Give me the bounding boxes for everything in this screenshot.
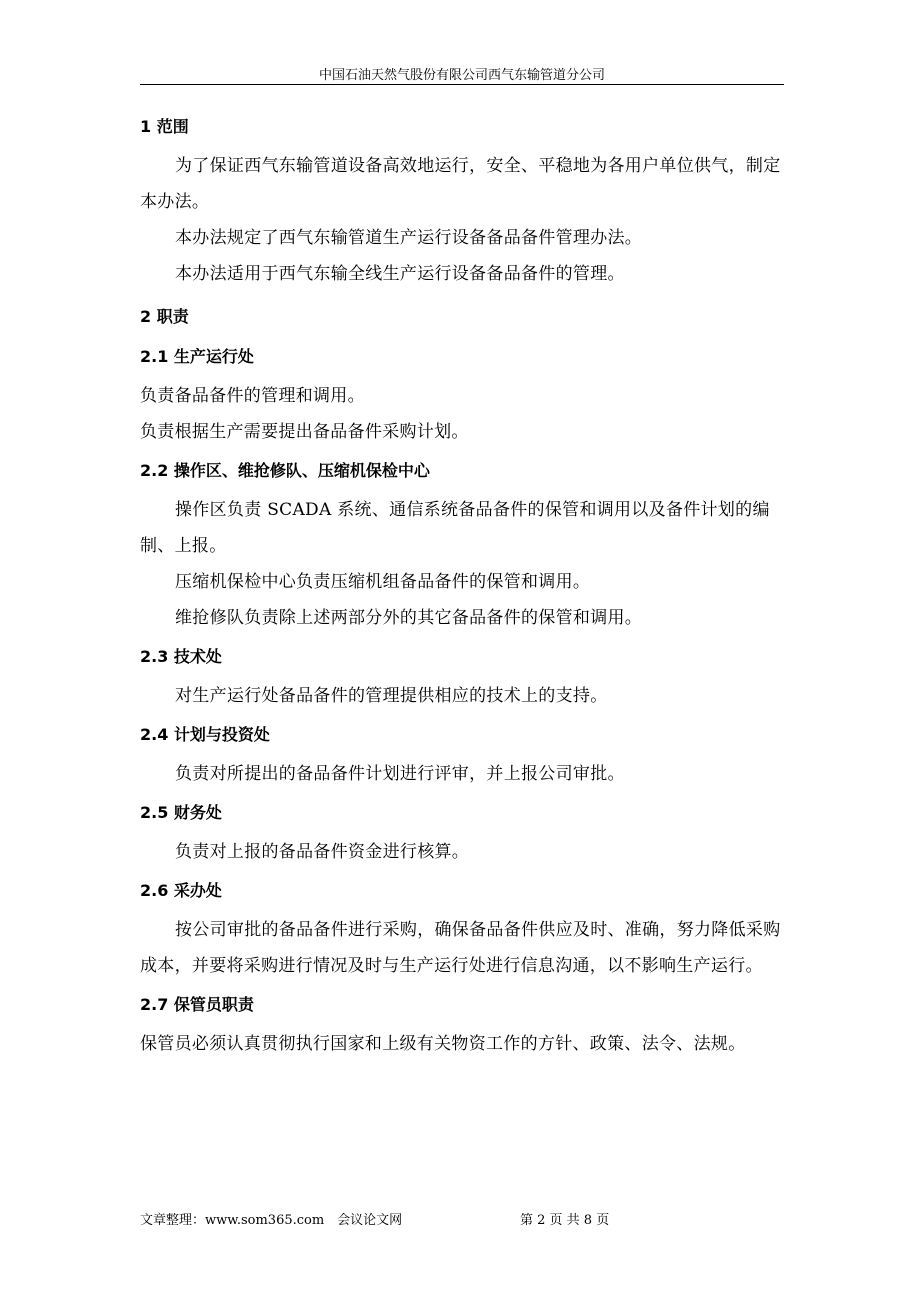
- paragraph: 负责根据生产需要提出备品备件采购计划。: [140, 422, 469, 442]
- section-heading-scope: 1 范围: [140, 117, 189, 136]
- paragraph: 为了保证西气东输管道设备高效地运行，安全、平稳地为各用户单位供气，制定本办法。: [140, 156, 781, 212]
- subsection-heading: 2.4 计划与投资处: [140, 725, 270, 744]
- subsection-heading: 2.6 采办处: [140, 881, 222, 900]
- section-heading-responsibilities: 2 职责: [140, 307, 189, 326]
- paragraph: 按公司审批的备品备件进行采购，确保备品备件供应及时、准确，努力降低采购成本，并要将采购进行情况及时与生产运行处进行信息沟通，以不影响生产运行。: [140, 920, 781, 976]
- header-divider: [140, 84, 784, 85]
- footer-page-number: 第 2 页 共 8 页: [520, 1213, 610, 1228]
- subsection-heading: 2.1 生产运行处: [140, 347, 254, 366]
- paragraph: 对生产运行处备品备件的管理提供相应的技术上的支持。: [175, 686, 608, 706]
- subsection-heading: 2.3 技术处: [140, 647, 222, 666]
- paragraph: 本办法规定了西气东输管道生产运行设备备品备件管理办法。: [175, 228, 643, 248]
- paragraph: 负责对所提出的备品备件计划进行评审，并上报公司审批。: [175, 764, 625, 784]
- subsection-heading: 2.5 财务处: [140, 803, 222, 822]
- subsection-heading: 2.2 操作区、维抢修队、压缩机保检中心: [140, 461, 430, 480]
- paragraph: 维抢修队负责除上述两部分外的其它备品备件的保管和调用。: [175, 608, 643, 628]
- paragraph: 操作区负责 SCADA 系统、通信系统备品备件的保管和调用以及备件计划的编制、上报。: [140, 500, 770, 556]
- subsection-heading: 2.7 保管员职责: [140, 995, 254, 1014]
- paragraph: 负责备品备件的管理和调用。: [140, 386, 365, 406]
- footer-source: 文章整理：www.som365.com 会议论文网: [140, 1213, 403, 1228]
- paragraph: 负责对上报的备品备件资金进行核算。: [175, 842, 470, 862]
- paragraph: 本办法适用于西气东输全线生产运行设备备品备件的管理。: [175, 264, 625, 284]
- document-body: [140, 112, 784, 1062]
- paragraph: 压缩机保检中心负责压缩机组备品备件的保管和调用。: [175, 572, 591, 592]
- paragraph: 保管员必须认真贯彻执行国家和上级有关物资工作的方针、政策、法令、法规。: [140, 1034, 746, 1054]
- page-header: 中国石油天然气股份有限公司西气东输管道分公司: [318, 68, 605, 83]
